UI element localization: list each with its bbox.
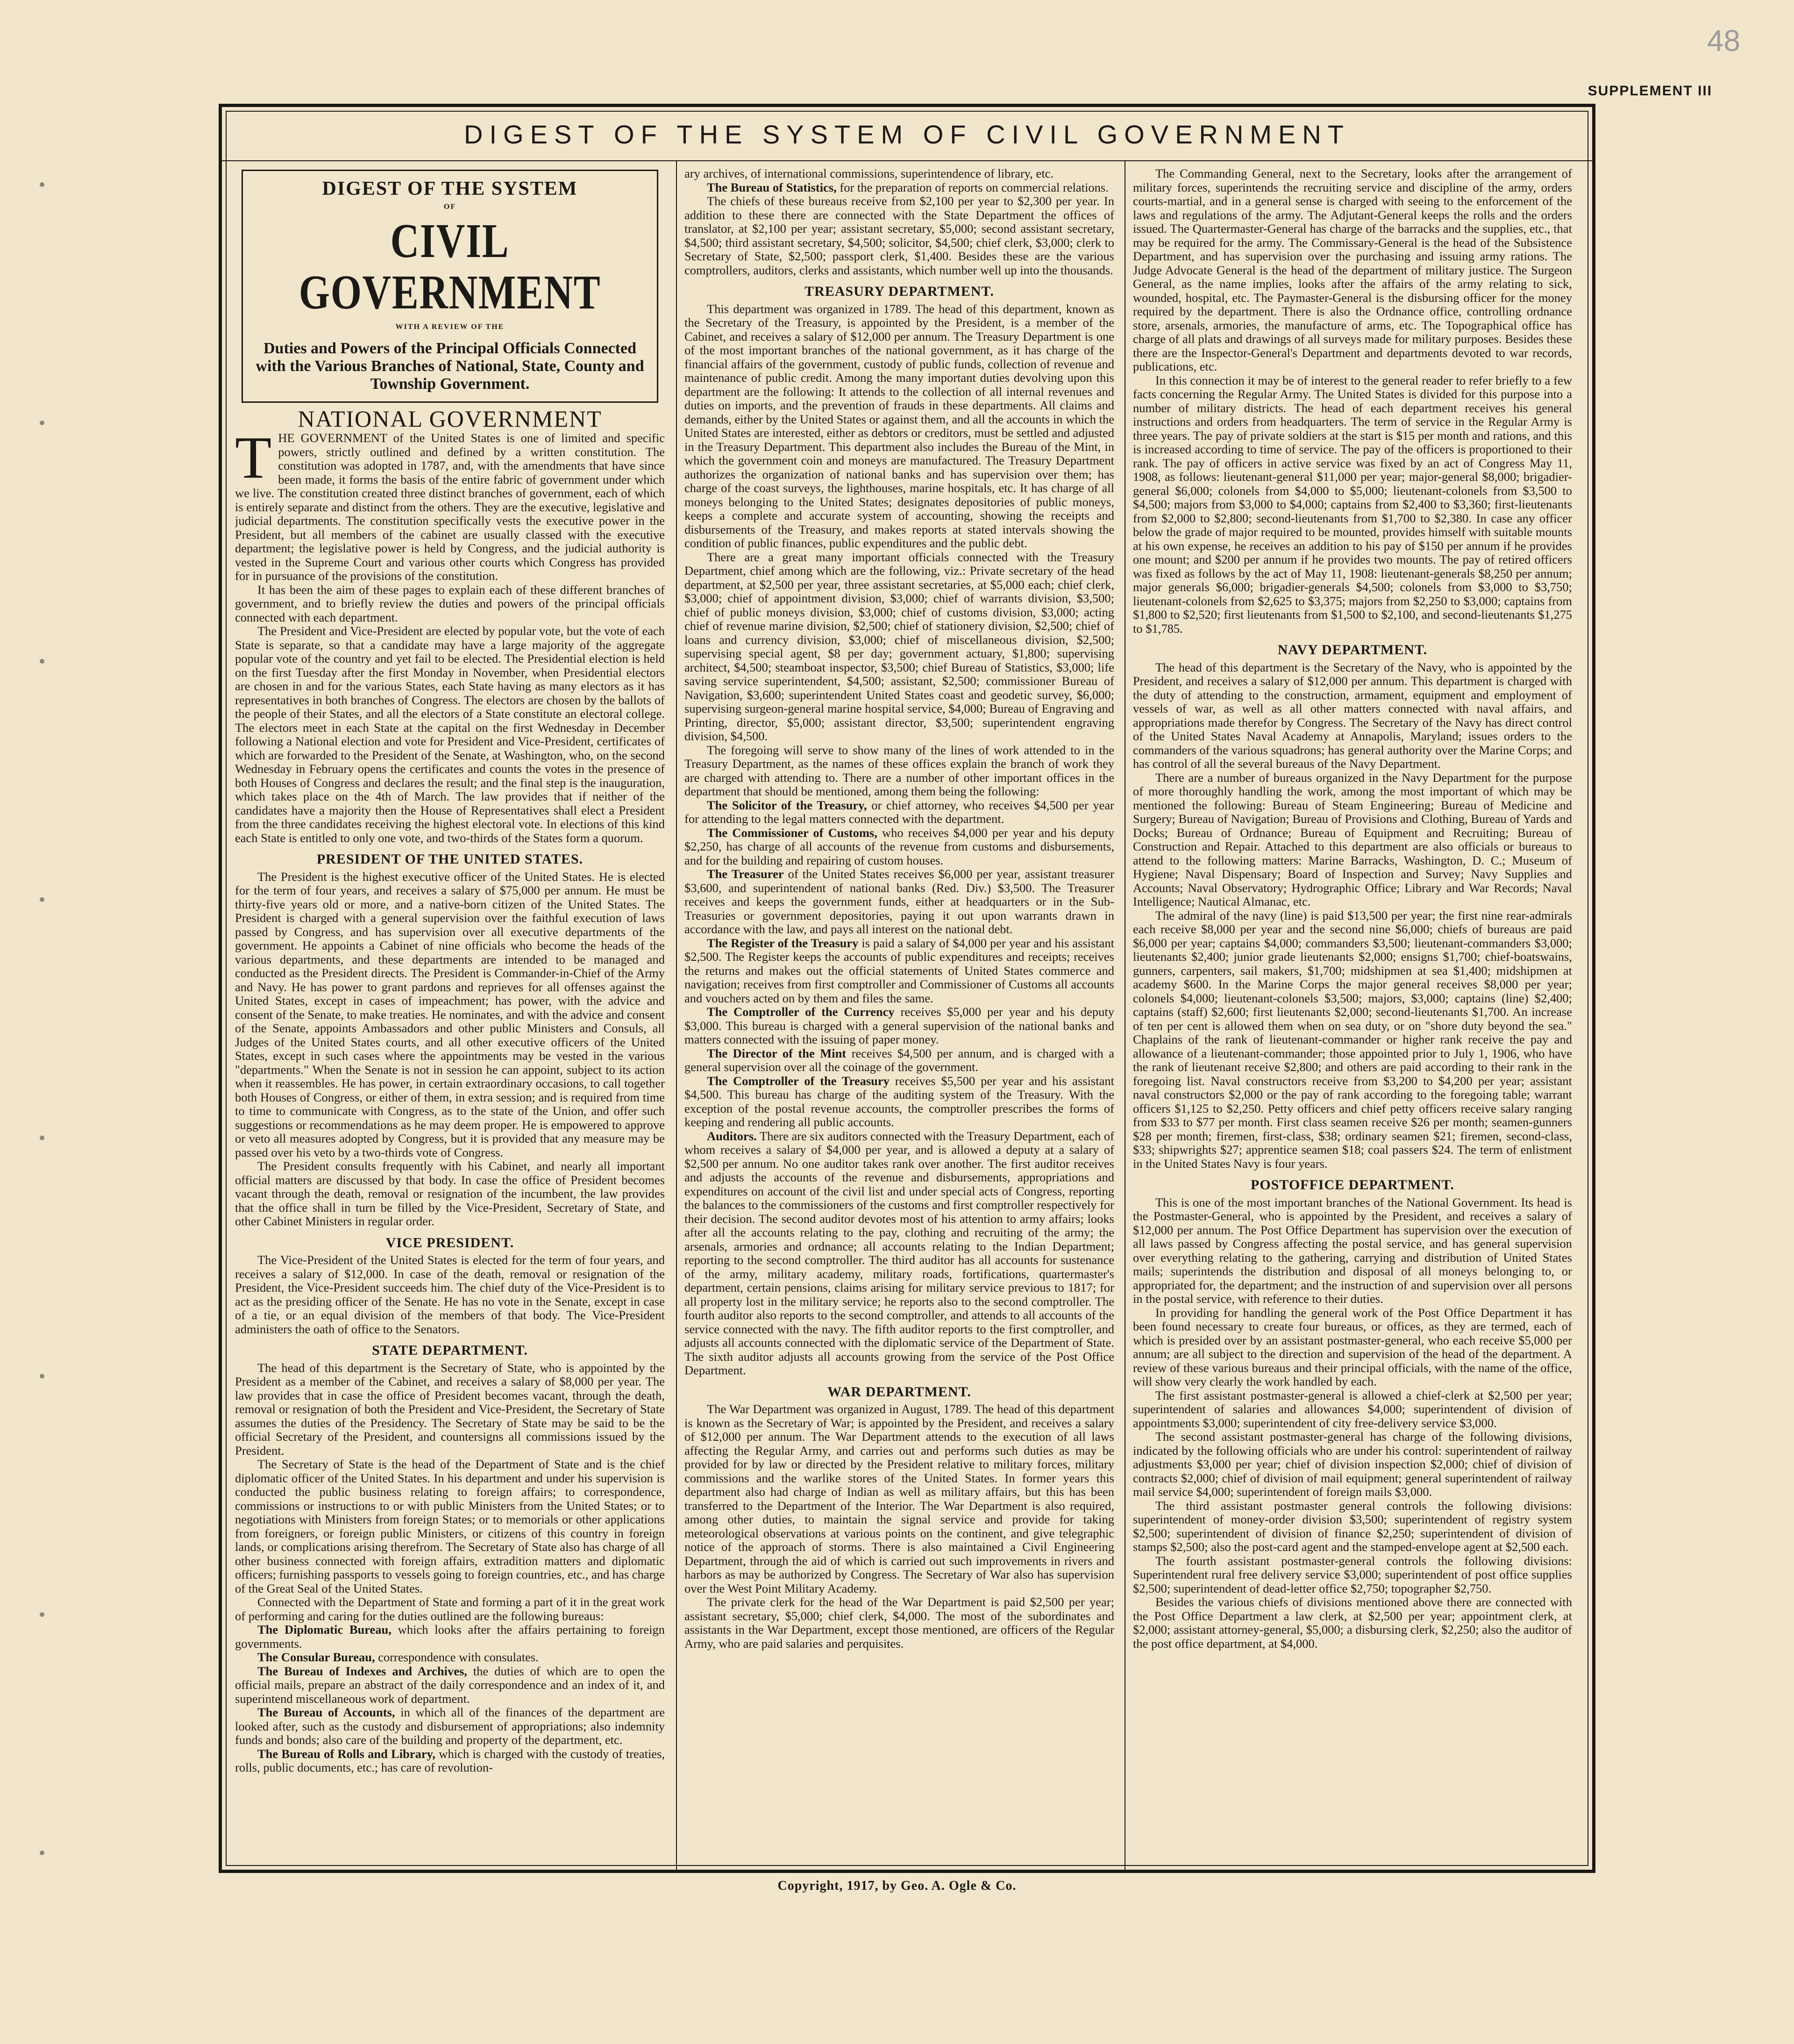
bureau-text: which looks after the affairs pertaining to foreign governments. — [235, 1622, 665, 1651]
bureau-text: which is charged with the custody of treaties, rolls, public documents, etc.; has care of revolution- — [235, 1746, 665, 1774]
paragraph: ary archives, of international commissions, superintendence of library, etc. — [684, 167, 1054, 180]
paragraph: There are a great many important officials connected with the Treasury Department, chief among which are the following, viz.: Private secretary of the head department, at $2,500 per year, three assistant secretaries, at $5,000 each; chief clerk, $3,000; chief of appointment division, $3,000; chief of warrants division, $3,500; chief of public moneys division, $3,000; chief of customs division, $3,000; acting chief of revenue marine division, $2,500; chief of stationery division, $2,500; chief of loans and currency division, $3,000; chief of miscellaneous division, $2,500; supervising special agent, $8 per day; government actuary, $1,800; supervising architect, $4,500; steamboat inspector, $3,500; chief Bureau of Statistics, $3,000; life saving service superintendent, $4,500; assistant, $2,500; commissioner Bureau of Navigation, $3,600; superintendent United States coast and geodetic survey, $6,000; supervising surgeon-general marine hospital service, $4,000; Bureau of Engraving and Printing, director, $5,000; assistant director, $3,500; superintendent engraving division, $4,500. — [684, 550, 1114, 743]
paragraph: The Secretary of State is the head of the Department of State and is the chief diplomatic officer of the United States. In his department and under his supervision is conducted the public business relating to foreign affairs; to correspondence, commissions or instructions to or with public Ministers from the United States; or to negotiations with Ministers from foreign States; or to memorials or other applications from foreigners, or foreign public Ministers, or citizens of this country in foreign lands, or complications arising therefrom. The Secretary of State also has charge of all other business connected with foreign affairs, extradition matters and diplomatic officers; furnishing passports to vessels going to foreign countries, etc., and has charge of the Great Seal of the United States. — [235, 1457, 665, 1595]
office-name: The Comptroller of the Treasury — [707, 1073, 890, 1088]
section-heading-president: PRESIDENT OF THE UNITED STATES. — [316, 851, 584, 867]
paragraph: The foregoing will serve to show many of the lines of work attended to in the Treasury Department, as the names of these offices explain the branch of work they are charged with attending to. There are a number of other important offices in the department that should be mentioned, among them being the following: — [684, 743, 1114, 798]
title-main: CIVIL GOVERNMENT — [299, 214, 601, 319]
section-heading-vice-president: VICE PRESIDENT. — [385, 1235, 514, 1251]
supplement-label: SUPPLEMENT III — [1588, 83, 1712, 99]
office-text: of the United States receives $6,000 per year, assistant treasurer $3,600, and superintendent of national banks (Red. Div.) $3,500. The Treasurer receives and keeps the government funds, either at headquarters or in the Sub-Treasuries or government depositories, paying it out upon warrants drawn in accordance with the law, and pays all interest on the national debt. — [684, 867, 1114, 936]
paragraph: The admiral of the navy (line) is paid $13,500 per year; the first nine rear-admirals each receive $8,000 per year and the second nine $6,000; chiefs of bureaus are paid $6,000 per year; captains $4,000; commanders $3,500; lieutenant-commanders $3,000; lieutenants $2,400; junior grade lieutenants $2,000; ensigns $1,700; chief-boatswains, gunners, carpenters, sail makers, $1,700; midshipmen at sea $1,400; midshipmen at academy $600. In the Marine Corps the major general receives $8,000 per year; colonels $4,000; lieutenant-colonels $3,500; majors, $3,000; captains (line) $2,400; captains (staff) $2,600; first lieutenants $2,000; second-lieutenants $1,700. An increase of ten per cent is allowed them when on sea duty, or on "shore duty beyond the sea." Chaplains of the rank of lieutenant-commander or higher rank receive the pay and allowance of a lieutenant-commander; those appointed prior to July 1, 1906, who have the rank of lieutenant receive $2,800; and others are paid according to their rank in the foregoing list. Naval constructors receive from $3,200 to $4,200 per year; assistant naval constructors $2,000 or the pay of rank according to the foregoing table; warrant officers $1,125 to $2,250. Petty officers and chief petty officers receive salary ranging from $33 to $77 per month. First class seamen receive $26 per month; seamen-gunners $28 per month; firemen, first-class, $38; ordinary seamen $21; firemen, second-class, $33; shipwrights $27; apprentice seamen $18; coal passers $24. The term of enlistment in the United States Navy is four years. — [1133, 908, 1572, 1171]
paragraph: In this connection it may be of interest to the general reader to refer briefly to a few facts concerning the Regular Army. The United States is divided for this purpose into a number of military districts. The head of each department receives his general instructions and orders from headquarters. The term of service in the Regular Army is three years. The pay of private soldiers at the start is $15 per month and rations, and this is increased according to time of service. The pay of the officers is proportioned to their rank. The pay of officers in active service was fixed by an act of Congress May 11, 1908, as follows: lieutenant-general $11,000 per year; major-general $8,000; brigadier-general $6,000; colonels from $4,000 to $5,000; lieutenant-colonels from $3,500 to $4,500; majors from $3,000 to $4,000; captains from $2,400 to $3,360; first-lieutenants from $2,000 to $2,800; second-lieutenants from $1,700 to $2,380. In case any officer below the grade of major required to be mounted, provides himself with suitable mounts at his own expense, he receives an addition to his pay of $150 per annum if he provides one mount; and $200 per annum if he provides two mounts. The pay of retired officers was fixed as follows by the act of May 11, 1908: lieutenant-generals $8,250 per annum; major generals $6,000; brigadier-generals $4,500; colonels from $3,000 to $3,750; lieutenant-colonels from $2,625 to $3,375; majors from $2,250 to $3,000; captains from $1,800 to $2,520; first lieutenants from $1,500 to $2,100, and second-lieutenants $1,275 to $1,785. — [1133, 373, 1572, 636]
bureau-name: The Bureau of Rolls and Library, — [257, 1746, 436, 1761]
bureau-item — [235, 1665, 665, 1706]
section-heading-postoffice: POSTOFFICE DEPARTMENT. — [1251, 1177, 1454, 1193]
paragraph: Connected with the Department of State and forming a part of it in the great work of performing and caring for the duties outlined are the following bureaus: — [235, 1595, 665, 1623]
column-3 — [1133, 167, 1572, 1860]
paragraph: This department was organized in 1789. The head of this department, known as the Secretary of the Treasury, is appointed by the President, is a member of the Cabinet, and receives a salary of $12,000 per annum. The Treasury Department is one of the most important branches of the national government, as it has charge of the financial affairs of the government, custody of public funds, collection of revenue and maintenance of public credit. Among the many important duties devolving upon this department are the following: It attends to the collection of all internal revenues and duties on imports, and the prevention of frauds in these departments. All claims and demands, either by the United States or against them, and all the accounts in which the United States are interested, either as debtors or creditors, must be settled and adjusted in the Treasury Department. This department also includes the Bureau of the Mint, in which the government coin and moneys are manufactured. The Treasury Department authorizes the organization of national banks and has supervision over them; has charge of the coast surveys, the lighthouses, marine hospitals, etc. It has charge of all moneys belonging to the United States; designates depositories of public moneys, keeps a complete and accurate system of accounting, showing the receipts and disbursements of the Treasury, and makes reports at stated intervals showing the condition of public finances, public expenditures and the public debt. — [684, 301, 1114, 550]
office-name: Auditors. — [707, 1129, 757, 1143]
binding-hole — [40, 1136, 44, 1140]
bureau-item — [235, 1651, 665, 1665]
office-name: The Solicitor of the Treasury, — [707, 798, 867, 812]
section-heading-war: WAR DEPARTMENT. — [827, 1384, 971, 1400]
office-text: or chief attorney, who receives $4,500 per year for attending to the legal matters connected with the department. — [684, 798, 1114, 826]
office-name: The Register of the Treasury — [707, 936, 859, 950]
office-text: receives $5,000 per year and his deputy $3,000. This bureau is charged with a general supervision of the national banks and matters connected with the issuing of paper money. — [684, 1005, 1114, 1046]
bureau-text: the duties of which are to open the official mails, prepare an abstract of the daily correspondence and an index of it, and superintend miscellaneous work of department. — [235, 1664, 665, 1706]
office-text: who receives $4,000 per year and his deputy $2,250, has charge of all accounts of the revenue from customs and disbursements, and for the building and repairing of custom houses. — [684, 825, 1114, 867]
office-name: The Commissioner of Customs, — [707, 825, 877, 840]
office-item — [684, 826, 1114, 868]
paragraph: The third assistant postmaster general controls the following divisions: superintendent of money-order division $3,500; superintendent of registry system $2,500; superintendent of division of finance $2,250; superintendent of division of stamps $2,500; also the post-card agent and the stamped-envelope agent at $2,500 each. — [1133, 1498, 1572, 1554]
office-item — [684, 1005, 1114, 1047]
intro-paragraph — [235, 424, 665, 583]
office-item — [684, 1129, 1114, 1378]
paragraph: The fourth assistant postmaster-general controls the following divisions: Superintendent rural free delivery service $3,000; superintendent of post office supplies $2,500; superintendent of dead-letter office $2,750; topographer $2,750. — [1133, 1553, 1572, 1595]
office-item — [684, 799, 1114, 826]
binding-hole — [40, 1612, 44, 1617]
column-1 — [235, 167, 665, 1860]
office-text: There are six auditors connected with the Treasury Department, each of whom receives a salary of $4,000 per year, and is allowed a deputy at a salary of $2,500 per annum. No one auditor takes rank over another. The first auditor receives and adjusts the accounts of the revenue and disbursements, appropriations and expenditures on account of the civil list and under special acts of Congress, reporting the balances to the commissioners of the customs and first comptroller respectively for their decision. The second auditor devotes most of his attention to army affairs; looks after all the accounts relating to the pay, clothing and recruiting of the army; the arsenals, armories and ordnance; all accounts relating to the Indian Department; reporting to the second comptroller. The third auditor has all accounts for sustenance of the army, military academy, military roads, fortifications, quartermaster's department, certain pensions, claims arising for military service previous to 1817; for all property lost in the military service; he reports also to the second comptroller. The fourth auditor also reports to the second comptroller, and attends to all accounts of the service connected with the navy. The fifth auditor reports to the first comptroller, and adjusts all accounts connected with the diplomatic service of the Department of State. The sixth auditor adjusts all accounts growing from the service of the Post Office Department. — [684, 1129, 1114, 1377]
bureau-text: correspondence with consulates. — [378, 1650, 539, 1664]
bureau-name: The Bureau of Statistics, — [707, 180, 837, 194]
section-heading-state: STATE DEPARTMENT. — [372, 1343, 528, 1358]
paragraph: This is one of the most important branches of the National Government. Its head is the Postmaster-General, who is appointed by the President, and receives a salary of $12,000 per annum. The Post Office Department has supervision over the execution of all laws passed by Congress affecting the postal service, and has general supervision over everything relating to the gathering, carrying and distribution of United States mails; superintends the distribution and disposal of all moneys belonging to, or appropriated for, the department; and the instruction of and supervision over all persons in the postal service, with reference to their duties. — [1133, 1195, 1572, 1306]
office-name: The Director of the Mint — [707, 1046, 847, 1060]
office-item — [684, 1047, 1114, 1074]
office-item — [684, 867, 1114, 936]
paragraph: The first assistant postmaster-general is allowed a chief-clerk at $2,500 per year; superintendent of salaries and allowances $4,000; superintendent of division of appointments $3,000; superintendent of city free-delivery service $3,000. — [1133, 1388, 1572, 1430]
drop-cap: T — [235, 424, 272, 491]
title-of: OF — [443, 202, 456, 211]
paragraph: The head of this department is the Secretary of State, who is appointed by the President as a member of the Cabinet, and receives a salary of $8,000 per year. The law provides that in case the office of President becomes vacant, through the death, removal or resignation of both the President and Vice-President, the Secretary of State assumes the duties of the Presidency. The Secretary of State may be said to be the official Secretary of the President, and countersigns all commissions issued by the President. — [235, 1360, 665, 1458]
section-heading-treasury: TREASURY DEPARTMENT. — [804, 284, 994, 299]
office-item — [684, 936, 1114, 1006]
paragraph: The private clerk for the head of the War Department is paid $2,500 per year; assistant secretary, $5,000; chief clerk, $4,000. The most of the subordinates and assistants in the War Department, except those mentioned, are officers of the Regular Army, who are paid salaries and perquisites. — [684, 1595, 1114, 1651]
bureau-item — [235, 1747, 665, 1775]
paragraph: Besides the various chiefs of divisions mentioned above there are connected with the Post Office Department a law clerk, at $2,500 per year; appointment clerk, at $2,000; assistant attorney-general, $5,000; a disbursing clerk, $2,250; also the auditor of the post office department, at $4,000. — [1133, 1595, 1572, 1651]
bureau-text: in which all of the finances of the department are looked after, such as the custody and disbursement of appropriations; also indemnity funds and bonds; also care of the building and property of the department, etc. — [235, 1705, 665, 1747]
column-2 — [684, 167, 1114, 1860]
paragraph: The second assistant postmaster-general has charge of the following divisions, indicated by the following officials who are under his control: superintendent of railway adjustments $3,000 per year; chief of division inspection $2,000; chief of division of contracts $2,000; chief of division of mail equipment; general superintendent of railway mail service $4,000; superintendent of foreign mails $3,000. — [1133, 1429, 1572, 1499]
paragraph: The Vice-President of the United States is elected for the term of four years, and receives a salary of $12,000. In case of the death, removal or resignation of the President, the Vice-President succeeds him. The chief duty of the Vice-President is to act as the presiding officer of the Senate. He has no vote in the Senate, except in case of a tie, or an equal division of the members of that body. The Vice-President administers the oath of office to the Senators. — [235, 1253, 665, 1336]
section-heading-navy: NAVY DEPARTMENT. — [1277, 642, 1428, 658]
paragraph: The President is the highest executive officer of the United States. He is elected for the term of four years, and receives a salary of $75,000 per annum. He must be thirty-five years old or more, and a native-born citizen of the United States. The President is charged with a general supervision over the faithful execution of laws passed by Congress, and has supervision over all executive departments of the government. He appoints a Cabinet of nine officials who become the heads of the various departments, and these departments are intended to be managed and conducted as the President directs. The President is Commander-in-Chief of the Army and Navy. He has power to grant pardons and reprieves for all offenses against the United States, except in cases of impeachment; has power, with the advice and consent of the Senate, to make treaties. He nominates, and with the advice and consent of the Senate, appoints Ambassadors and other public Ministers and Consuls, all Judges of the United States courts, and all other executive officers of the United States, except in such cases where the appointments may be vested in the various "departments." When the Senate is not in session he can appoint, subject to its action when it reassembles. He has power, in certain extraordinary occasions, to call together both Houses of Congress, or either of them, in extra session; and is required from time to time to communicate with Congress, as to the state of the Union, and offer such suggestions or recommendations as he may deem proper. He is empowered to approve or veto all measures adopted by Congress, but it is provided that any measure may be passed over his veto by a two-thirds vote of Congress. — [235, 869, 665, 1159]
binding-hole — [40, 182, 44, 187]
binding-hole — [40, 659, 44, 664]
binding-hole — [40, 421, 44, 425]
office-name: The Comptroller of the Currency — [707, 1005, 895, 1019]
paragraph: There are a number of bureaus organized in the Navy Department for the purpose of more thoroughly handling the work, among the most important of which may be mentioned the following: Bureau of Steam Engineering; Bureau of Medicine and Surgery; Bureau of Navigation; Bureau of Provisions and Clothing, Bureau of Yards and Docks; Bureau of Ordnance; Bureau of Equipment and Recruiting; Bureau of Construction and Repair. Attached to this department are also officials or bureaus to attend to the following matters: Marine Barracks, Washington, D. C.; Museum of Hygiene; Naval Dispensary; Board of Inspection and Survey; Navy Supplies and Accounts; Naval Observatory; Hydrographic Office; Library and War Records; Naval Intelligence; Nautical Almanac, etc. — [1133, 770, 1572, 908]
paragraph: The President and Vice-President are elected by popular vote, but the vote of each State is separate, so that a candidate may have a large majority of the aggregate popular vote of the country and yet fail to be elected. The Presidential election is held on the first Tuesday after the first Monday in November, when Presidential electors are chosen in and for the various States, each State having as many electors as it has representatives in both branches of Congress. The electors are chosen by the ballots of the people of their States, and all the electors of a State constitute an electoral college. The electors meet in each State at the capital on the first Wednesday in December following a National election and vote for President and Vice-President, certificates of which are forwarded to the President of the Senate, at Washington, who, on the second Wednesday in February opens the certificates and counts the votes in the presence of both Houses of Congress and declares the result; and the final step is the inauguration, which takes place on the 4th of March. The law provides that if neither of the candidates have a majority then the House of Representatives shall elect a President from the three candidates receiving the highest electoral vote. In elections of this kind each State is entitled to only one vote, and two-thirds of the States form a quorum. — [235, 624, 665, 845]
banner-rule — [222, 160, 1592, 161]
column-divider-1 — [676, 160, 677, 1870]
office-text: is paid a salary of $4,000 per year and his assistant $2,500. The Register keeps the accounts of public expenditures and receipts; receives the returns and makes out the official statements of United States commerce and navigation; receives from first comptroller and Commissioner of Customs all accounts and vouchers acted on by them and files the same. — [684, 936, 1114, 1005]
paragraph: In providing for handling the general work of the Post Office Department it has been found necessary to create four bureaus, or offices, as they are termed, each of which is presided over by an assistant postmaster-general, who each receive $5,000 per annum; are all subject to the direction and supervision of the head of the department. A review of these various bureaus and their principal officials, with the name of the office, will show very clearly the work handled by each. — [1133, 1305, 1572, 1388]
national-government-heading: NATIONAL GOVERNMENT — [298, 405, 602, 432]
paragraph: The Commanding General, next to the Secretary, looks after the arrangement of military forces, superintends the recruiting service and discipline of the army, orders courts-martial, and in a general sense is charged with seeing to the enforcement of the laws and regulations of the army. The Adjutant-General keeps the rolls and the orders issued. The Quartermaster-General has charge of the barracks and the supplies, etc., that may be required for the army. The Commissary-General is the head of the Subsistence Department, and has supervision over the purchasing and issuing army rations. The Judge Advocate General is the head of the department of military justice. The Surgeon General, as the name implies, looks after the affairs of the army relating to sick, wounded, hospital, etc. The Paymaster-General is the disbursing officer for the money required by the department. There is also the Ordnance office, controlling ordnance store, arsenals, armories, the manufacture of arms, etc. The Topographical office has charge of all plats and drawings of all surveys made for military purposes. Besides these there are the Inspector-General's Department and departments devoted to war records, publications, etc. — [1133, 167, 1572, 373]
office-name: The Treasurer — [707, 867, 784, 881]
document-frame — [219, 104, 1595, 1873]
bureau-name: The Bureau of Indexes and Archives, — [257, 1664, 467, 1678]
title-subtitle: Duties and Powers of the Principal Officials Connected with the Various Branches of National, State, County and Township Government. — [256, 339, 644, 393]
bureau-name: The Consular Bureau, — [257, 1650, 375, 1664]
bureau-text: for the preparation of reports on commercial relations. — [840, 180, 1109, 194]
bureau-item — [235, 1706, 665, 1747]
binding-hole — [40, 897, 44, 902]
page-number: 48 — [1707, 24, 1740, 57]
paragraph: The chiefs of these bureaus receive from $2,100 per year to $2,300 per year. In addition to these there are connected with the State Department the offices of translator, at $2,100 per year; assistant secretary, $5,000; second assistant secretary, $4,500; third assistant secretary, $4,500; solicitor, $4,500; chief clerk, $3,000; clerk to Secretary of State, $2,500; passport clerk, $1,400. Besides these are the various comptrollers, auditors, clerks and assistants, which number well up into the thousands. — [684, 194, 1114, 277]
title-box — [242, 170, 658, 403]
paragraph: The War Department was organized in August, 1789. The head of this department is known as the Secretary of War; is appointed by the President, and receives a salary of $12,000 per annum. The War Department attends to the execution of all laws affecting the Regular Army, and carries out and performs such duties as may be provided for by law or directed by the President relative to military forces, military commissions and the warlike stores of the United States. In former years this department also had charge of Indian as well as military affairs, but this has been transferred to the Department of the Interior. The War Department is also required, among other duties, to maintain the signal service and provide for taking meteorological observations at various points on the continent, and give telegraphic notice of the approach of storms. There is also maintained a Civil Engineering Department, through the aid of which is carried out such improvements in rivers and harbors as may be authorized by Congress. The Secretary of War also has supervision over the West Point Military Academy. — [684, 1402, 1114, 1595]
binding-hole — [40, 1851, 44, 1855]
office-item — [684, 1074, 1114, 1129]
office-text: receives $5,500 per year and his assistant $4,500. This bureau has charge of the auditing system of the Treasury. With the exception of the postal revenue accounts, the comptroller prescribes the forms of keeping and rendering all public accounts. — [684, 1073, 1114, 1129]
intro-text: HE GOVERNMENT of the United States is one of limited and specific powers, strictly outlined and defined by a written constitution. The constitution was adopted in 1787, and, with the amendments that have since been made, it forms the basis of the entire fabric of government under which we live. The constitution created three distinct branches of government, each of which is entirely separate and distinct from the others. They are the executive, legislative and judicial departments. The constitution specifically vests the executive power in the President, but all members of the cabinet are usually classed with the executive department; the legislative power is held by Congress, and the judicial authority is vested in the Supreme Court and various other courts which Congress has provided for in pursuance of the provisions of the constitution. — [235, 431, 665, 583]
banner-title: DIGEST OF THE SYSTEM OF CIVIL GOVERNMENT — [464, 120, 1350, 149]
bureau-name: The Diplomatic Bureau, — [257, 1622, 392, 1637]
binding-hole — [40, 1374, 44, 1379]
title-review: WITH A REVIEW OF THE — [395, 323, 505, 331]
title-line1: DIGEST OF THE SYSTEM — [322, 178, 578, 200]
bureau-item — [684, 181, 1114, 195]
bureau-name: The Bureau of Accounts, — [257, 1705, 395, 1719]
bureau-item — [235, 1623, 665, 1651]
copyright-footer: Copyright, 1917, by Geo. A. Ogle & Co. — [777, 1879, 1017, 1893]
office-text: receives $4,500 per annum, and is charged with a general supervision over all the coinage of the government. — [684, 1046, 1114, 1074]
paragraph: The head of this department is the Secretary of the Navy, who is appointed by the President, and receives a salary of $12,000 per annum. This department is charged with the duty of attending to the construction, armament, equipment and employment of vessels of war, as well as all other matters connected with naval affairs, and appropriations made therefor by Congress. The Secretary of the Navy has direct control of the United States Naval Academy at Annapolis, Maryland; issues orders to the commanders of the various squadrons; has general authority over the Marine Corps; and has control of all the several bureaus of the Navy Department. — [1133, 660, 1572, 771]
paragraph: The President consults frequently with his Cabinet, and nearly all important official matters are discussed by that body. In case the office of President becomes vacant through the death, removal or resignation of the incumbent, the law provides that the office shall in turn be filled by the Vice-President, Secretary of State, and other Cabinet Ministers in regular order. — [235, 1159, 665, 1228]
paragraph: It has been the aim of these pages to explain each of these different branches of government, and to briefly review the duties and powers of the principal officials connected with each department. — [235, 582, 665, 624]
